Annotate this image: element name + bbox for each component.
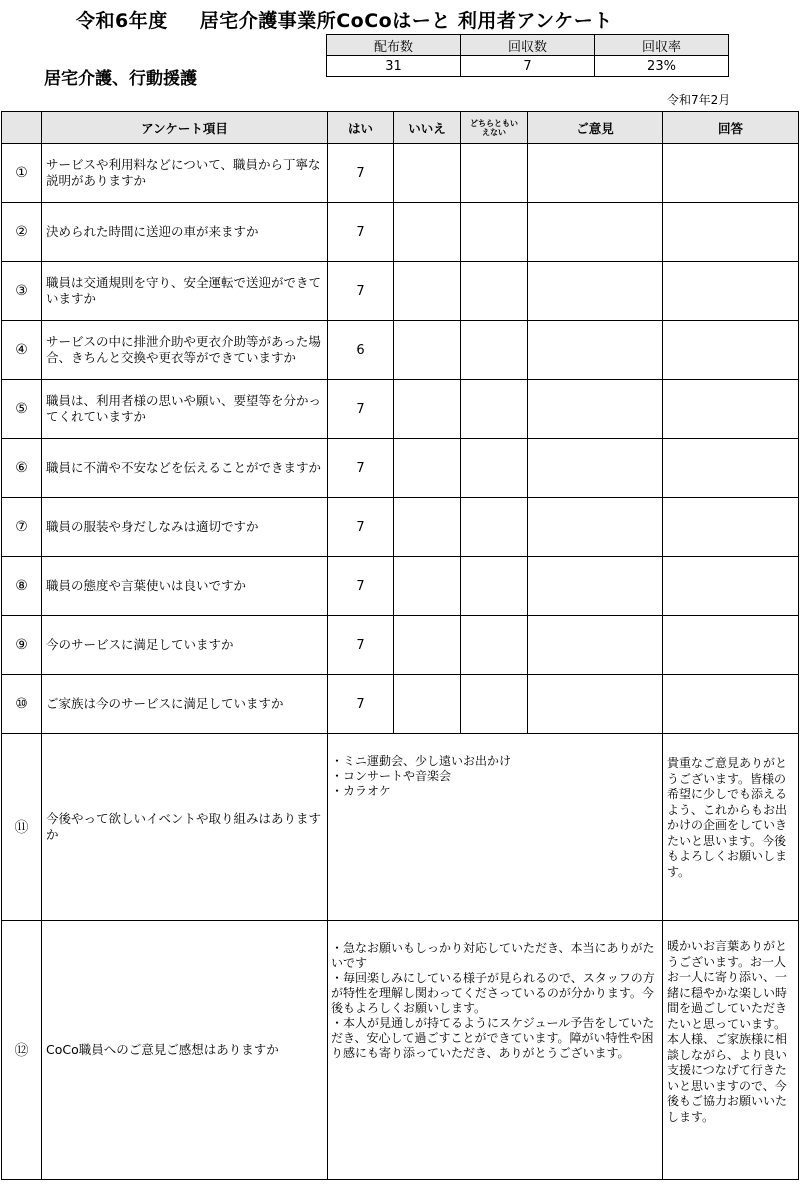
- row-answer: [663, 498, 799, 557]
- row-opinion: [528, 203, 663, 262]
- row-yes-count: 7: [328, 144, 394, 203]
- header-neither: [461, 112, 528, 144]
- title-main: 居宅介護事業所CoCoはーと 利用者アンケート: [199, 10, 613, 32]
- row-question: サービスの中に排泄介助や更衣介助等があった場合、きちんと交換や更衣等ができていますか: [42, 321, 328, 380]
- stats-label-rate: 回収率: [595, 35, 729, 56]
- table-row: [2, 262, 799, 321]
- table-header-row: [2, 112, 799, 144]
- row-neither-count: [461, 144, 528, 203]
- opinion-line: ・ミニ運動会、少し遠いお出かけ: [331, 754, 512, 768]
- row-question: 職員は、利用者様の思いや願い、要望等を分かってくれていますか: [42, 380, 328, 439]
- table-row: [2, 203, 799, 262]
- row-number: ⑥: [2, 439, 42, 498]
- row-number: ⑦: [2, 498, 42, 557]
- table-row: [2, 380, 799, 439]
- row-no-count: [394, 144, 461, 203]
- row-neither-count: [461, 498, 528, 557]
- survey-table: [1, 111, 799, 1180]
- row-opinion: [528, 262, 663, 321]
- table-row: [2, 321, 799, 380]
- row-no-count: [394, 675, 461, 734]
- row-opinion: [528, 144, 663, 203]
- row-neither-count: [461, 321, 528, 380]
- row-neither-count: [461, 262, 528, 321]
- row-answer: [663, 203, 799, 262]
- row-number: ⑪: [2, 734, 42, 921]
- table-row: [2, 498, 799, 557]
- row-no-count: [394, 203, 461, 262]
- row-opinion: [528, 321, 663, 380]
- row-number: ⑨: [2, 616, 42, 675]
- row-question: 職員の態度や言葉使いは良いですか: [42, 557, 328, 616]
- opinion-line: ・カラオケ: [331, 784, 391, 798]
- row-yes-count: 7: [328, 616, 394, 675]
- header-neither-line-2: えない: [482, 127, 506, 137]
- row-number: ⑩: [2, 675, 42, 734]
- row-answer: 暖かいお言葉ありがとうございます。お一人お一人に寄り添い、一緒に穏やかな楽しい時間を過ごしていただきたいと思っています。本人様、ご家族様に相談しながら、より良い支援につなげて行きたいと思いますので、今後もご協力お願いいたします。: [663, 921, 799, 1180]
- row-answer: [663, 321, 799, 380]
- row-no-count: [394, 380, 461, 439]
- header-item: アンケート項目: [42, 112, 328, 144]
- row-opinion: [528, 616, 663, 675]
- row-number: ②: [2, 203, 42, 262]
- row-answer: [663, 144, 799, 203]
- row-yes-count: 7: [328, 557, 394, 616]
- row-opinion: [528, 498, 663, 557]
- row-number: ⑫: [2, 921, 42, 1180]
- header-answer: 回答: [663, 112, 799, 144]
- row-yes-count: 7: [328, 498, 394, 557]
- row-question: 職員は交通規則を守り、安全運転で送迎ができていますか: [42, 262, 328, 321]
- row-neither-count: [461, 616, 528, 675]
- table-row-events: [2, 734, 799, 921]
- row-answer: [663, 262, 799, 321]
- row-yes-count: 6: [328, 321, 394, 380]
- table-row: [2, 675, 799, 734]
- row-yes-count: 7: [328, 262, 394, 321]
- table-row: [2, 439, 799, 498]
- row-answer: [663, 616, 799, 675]
- row-opinion: [328, 734, 663, 921]
- row-no-count: [394, 498, 461, 557]
- table-row: [2, 557, 799, 616]
- row-no-count: [394, 439, 461, 498]
- row-yes-count: 7: [328, 203, 394, 262]
- header-opinion: ご意見: [528, 112, 663, 144]
- table-row-feedback: [2, 921, 799, 1180]
- row-yes-count: 7: [328, 439, 394, 498]
- row-answer: [663, 439, 799, 498]
- row-question: 職員の服装や身だしなみは適切ですか: [42, 498, 328, 557]
- row-answer: 貴重なご意見ありがとうございます。皆様の希望に少しでも添えるよう、これからもお出かけの企画をしていきたいと思います。今後もよろしくお願いします。: [663, 734, 799, 921]
- row-yes-count: 7: [328, 675, 394, 734]
- row-neither-count: [461, 557, 528, 616]
- row-no-count: [394, 262, 461, 321]
- row-question: 今後やって欲しいイベントや取り組みはありますか: [42, 734, 328, 921]
- row-opinion: [528, 675, 663, 734]
- stats-value-distributed: 31: [327, 56, 461, 77]
- row-question: ご家族は今のサービスに満足していますか: [42, 675, 328, 734]
- row-question: 決められた時間に送迎の車が来ますか: [42, 203, 328, 262]
- distribution-stats-table: [326, 34, 729, 77]
- table-row: [2, 616, 799, 675]
- row-opinion: [528, 557, 663, 616]
- stats-label-distributed: 配布数: [327, 35, 461, 56]
- row-number: ⑧: [2, 557, 42, 616]
- opinion-line: ・急なお願いもしっかり対応していただき、本当にありがたいです: [331, 941, 655, 970]
- stats-label-collected: 回収数: [461, 35, 595, 56]
- row-answer: [663, 557, 799, 616]
- row-number: ③: [2, 262, 42, 321]
- row-question: サービスや利用料などについて、職員から丁寧な説明がありますか: [42, 144, 328, 203]
- table-row: [2, 144, 799, 203]
- opinion-line: ・毎回楽しみにしている様子が見られるので、スタッフの方が特性を理解し関わってくださっているのが分かります。今後もよろしくお願いします。: [331, 971, 655, 1015]
- opinion-line: ・コンサートや音楽会: [331, 769, 452, 783]
- row-opinion: [328, 921, 663, 1180]
- row-neither-count: [461, 203, 528, 262]
- page-title: [0, 6, 800, 33]
- stats-value-rate: 23%: [595, 56, 729, 77]
- row-no-count: [394, 557, 461, 616]
- row-opinion: [528, 380, 663, 439]
- row-answer: [663, 675, 799, 734]
- header-neither-line-1: どちらともい: [470, 118, 518, 128]
- row-question: CoCo職員へのご意見ご感想はありますか: [42, 921, 328, 1180]
- row-neither-count: [461, 380, 528, 439]
- opinion-line: ・本人が見通しが持てるようにスケジュール予告をしていただき、安心して過ごすことができています。障がい特性や困り感にも寄り添っていただき、ありがとうございます。: [331, 1016, 655, 1060]
- row-neither-count: [461, 439, 528, 498]
- header-number: [2, 112, 42, 144]
- row-answer: [663, 380, 799, 439]
- row-opinion: [528, 439, 663, 498]
- service-type-subtitle: 居宅介護、行動援護: [44, 69, 197, 89]
- header-yes: はい: [328, 112, 394, 144]
- stats-value-collected: 7: [461, 56, 595, 77]
- row-number: ⑤: [2, 380, 42, 439]
- row-neither-count: [461, 675, 528, 734]
- row-number: ①: [2, 144, 42, 203]
- row-question: 職員に不満や不安などを伝えることができますか: [42, 439, 328, 498]
- row-question: 今のサービスに満足していますか: [42, 616, 328, 675]
- title-year: 令和6年度: [76, 10, 168, 32]
- row-no-count: [394, 321, 461, 380]
- row-number: ④: [2, 321, 42, 380]
- row-yes-count: 7: [328, 380, 394, 439]
- header-no: いいえ: [394, 112, 461, 144]
- row-no-count: [394, 616, 461, 675]
- survey-date: 令和7年2月: [667, 93, 731, 107]
